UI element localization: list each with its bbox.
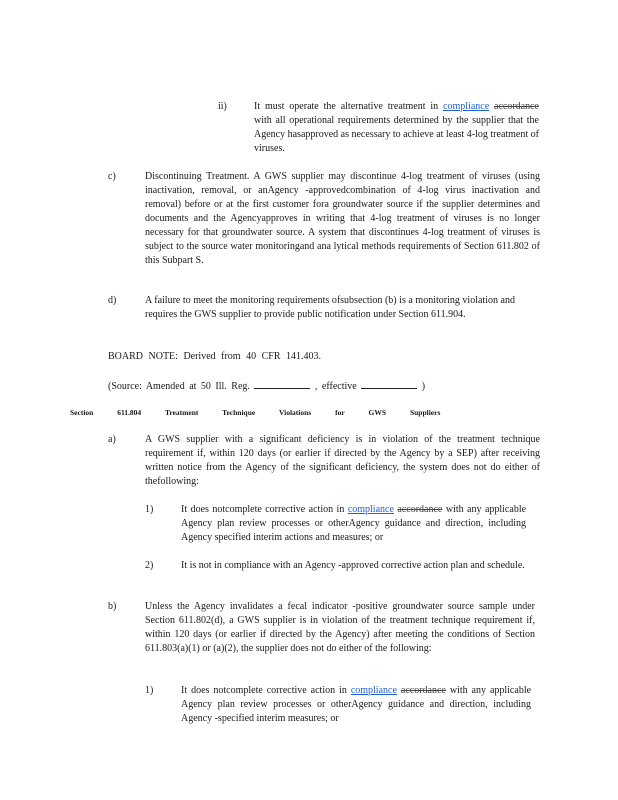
sec-a-1-text-b: with any applicable Agency plan review processes or otherAgency guidance and direction, including Agency specified interim actions and measures; or — [181, 504, 527, 543]
item-ii-text-a: It must operate the alternative treatment in — [254, 101, 439, 112]
item-ii-text — [254, 100, 539, 156]
item-d-text: A failure to meet the monitoring requirements ofsubsection (b) is a monitoring violation and requires the GWS supplier to provide public notification under Section 611.904. — [145, 295, 515, 320]
deleted-text: accordance — [494, 101, 539, 112]
sec-a-1-label: 1) — [145, 504, 154, 515]
source-effective: , effective — [314, 381, 357, 392]
sec-a-1-text — [181, 503, 526, 545]
sec-b-label: b) — [108, 601, 117, 612]
source-suffix: ) — [421, 381, 426, 392]
sec-b-1-text — [181, 684, 531, 726]
sec-a-2-text: It is not in compliance with an Agency -approved corrective action plan and schedule. — [181, 560, 525, 571]
sec-a-text: A GWS supplier with a significant deficiency is in violation of the treatment technique requirement if, within 120 days (or earlier if directed by the Agency by a SEP) after receiving written notice from the Agency of the significant deficiency, the system does not do either of thefollowing: — [145, 434, 540, 487]
item-d-label: d) — [108, 295, 117, 306]
section-title-word: GWS — [368, 408, 387, 417]
item-ii-label: ii) — [218, 101, 227, 112]
sec-b-1-text-b: with any applicable Agency plan review processes or otherAgency guidance and direction, including Agency -specified interim measures; or — [181, 685, 532, 724]
section-word: Section — [70, 408, 94, 417]
item-c-text: Discontinuing Treatment. A GWS supplier may discontinue 4-log treatment of viruses (using inactivation, removal, or anAgency -approvedcombination of 4-log virus inactivation and removal) before or at the first customer fora groundwater source if the supplier determines and documents and the Agencyapproves in writing that 4-log treatment of viruses is no longer necessary for that groundwater source. A system that discontinues 4-log treatment of viruses is subject to the source water monitoringand ana lytical methods requirements of Section 611.802 of this Subpart S. — [145, 171, 540, 266]
deleted-text: accordance — [397, 504, 443, 515]
inserted-text: compliance — [350, 685, 397, 696]
inserted-text: compliance — [443, 101, 490, 112]
item-c-label: c) — [108, 171, 116, 182]
section-title-word: Technique — [222, 408, 256, 417]
deleted-text: accordance — [400, 685, 446, 696]
sec-a-2-label: 2) — [145, 560, 154, 571]
section-number: 611.804 — [117, 408, 142, 417]
sec-b-1-label: 1) — [145, 685, 154, 696]
board-note: BOARD NOTE: Derived from 40 CFR 141.403. — [108, 351, 321, 362]
section-title-word: for — [335, 408, 345, 417]
section-title-word: Suppliers — [409, 408, 441, 417]
effective-blank — [361, 378, 417, 389]
reg-blank — [254, 378, 310, 389]
section-heading — [70, 407, 462, 419]
section-title-word: Treatment — [164, 408, 199, 417]
sec-a-1-text-a: It does notcomplete corrective action in — [181, 504, 345, 515]
source-line — [108, 378, 425, 394]
sec-b-1-text-a: It does notcomplete corrective action in — [181, 685, 347, 696]
inserted-text: compliance — [347, 504, 394, 515]
sec-a-label: a) — [108, 434, 116, 445]
source-prefix: (Source: Amended at 50 Ill. Reg. — [108, 381, 250, 392]
section-title-word: Violations — [278, 408, 312, 417]
item-ii-text-b: with all operational requirements determined by the supplier that the Agency hasapproved as necessary to achieve at least 4-log treatment of viruses. — [254, 115, 539, 154]
sec-b-text: Unless the Agency invalidates a fecal indicator -positive groundwater source sample under Section 611.802(d), a GWS supplier is in violation of the treatment technique requirement if, within 120 days (or earlier if directed by the Agency) after meeting the conditions of Section 611.803(a)(1) or (a)(2), the supplier does not do either of the following: — [145, 601, 535, 654]
